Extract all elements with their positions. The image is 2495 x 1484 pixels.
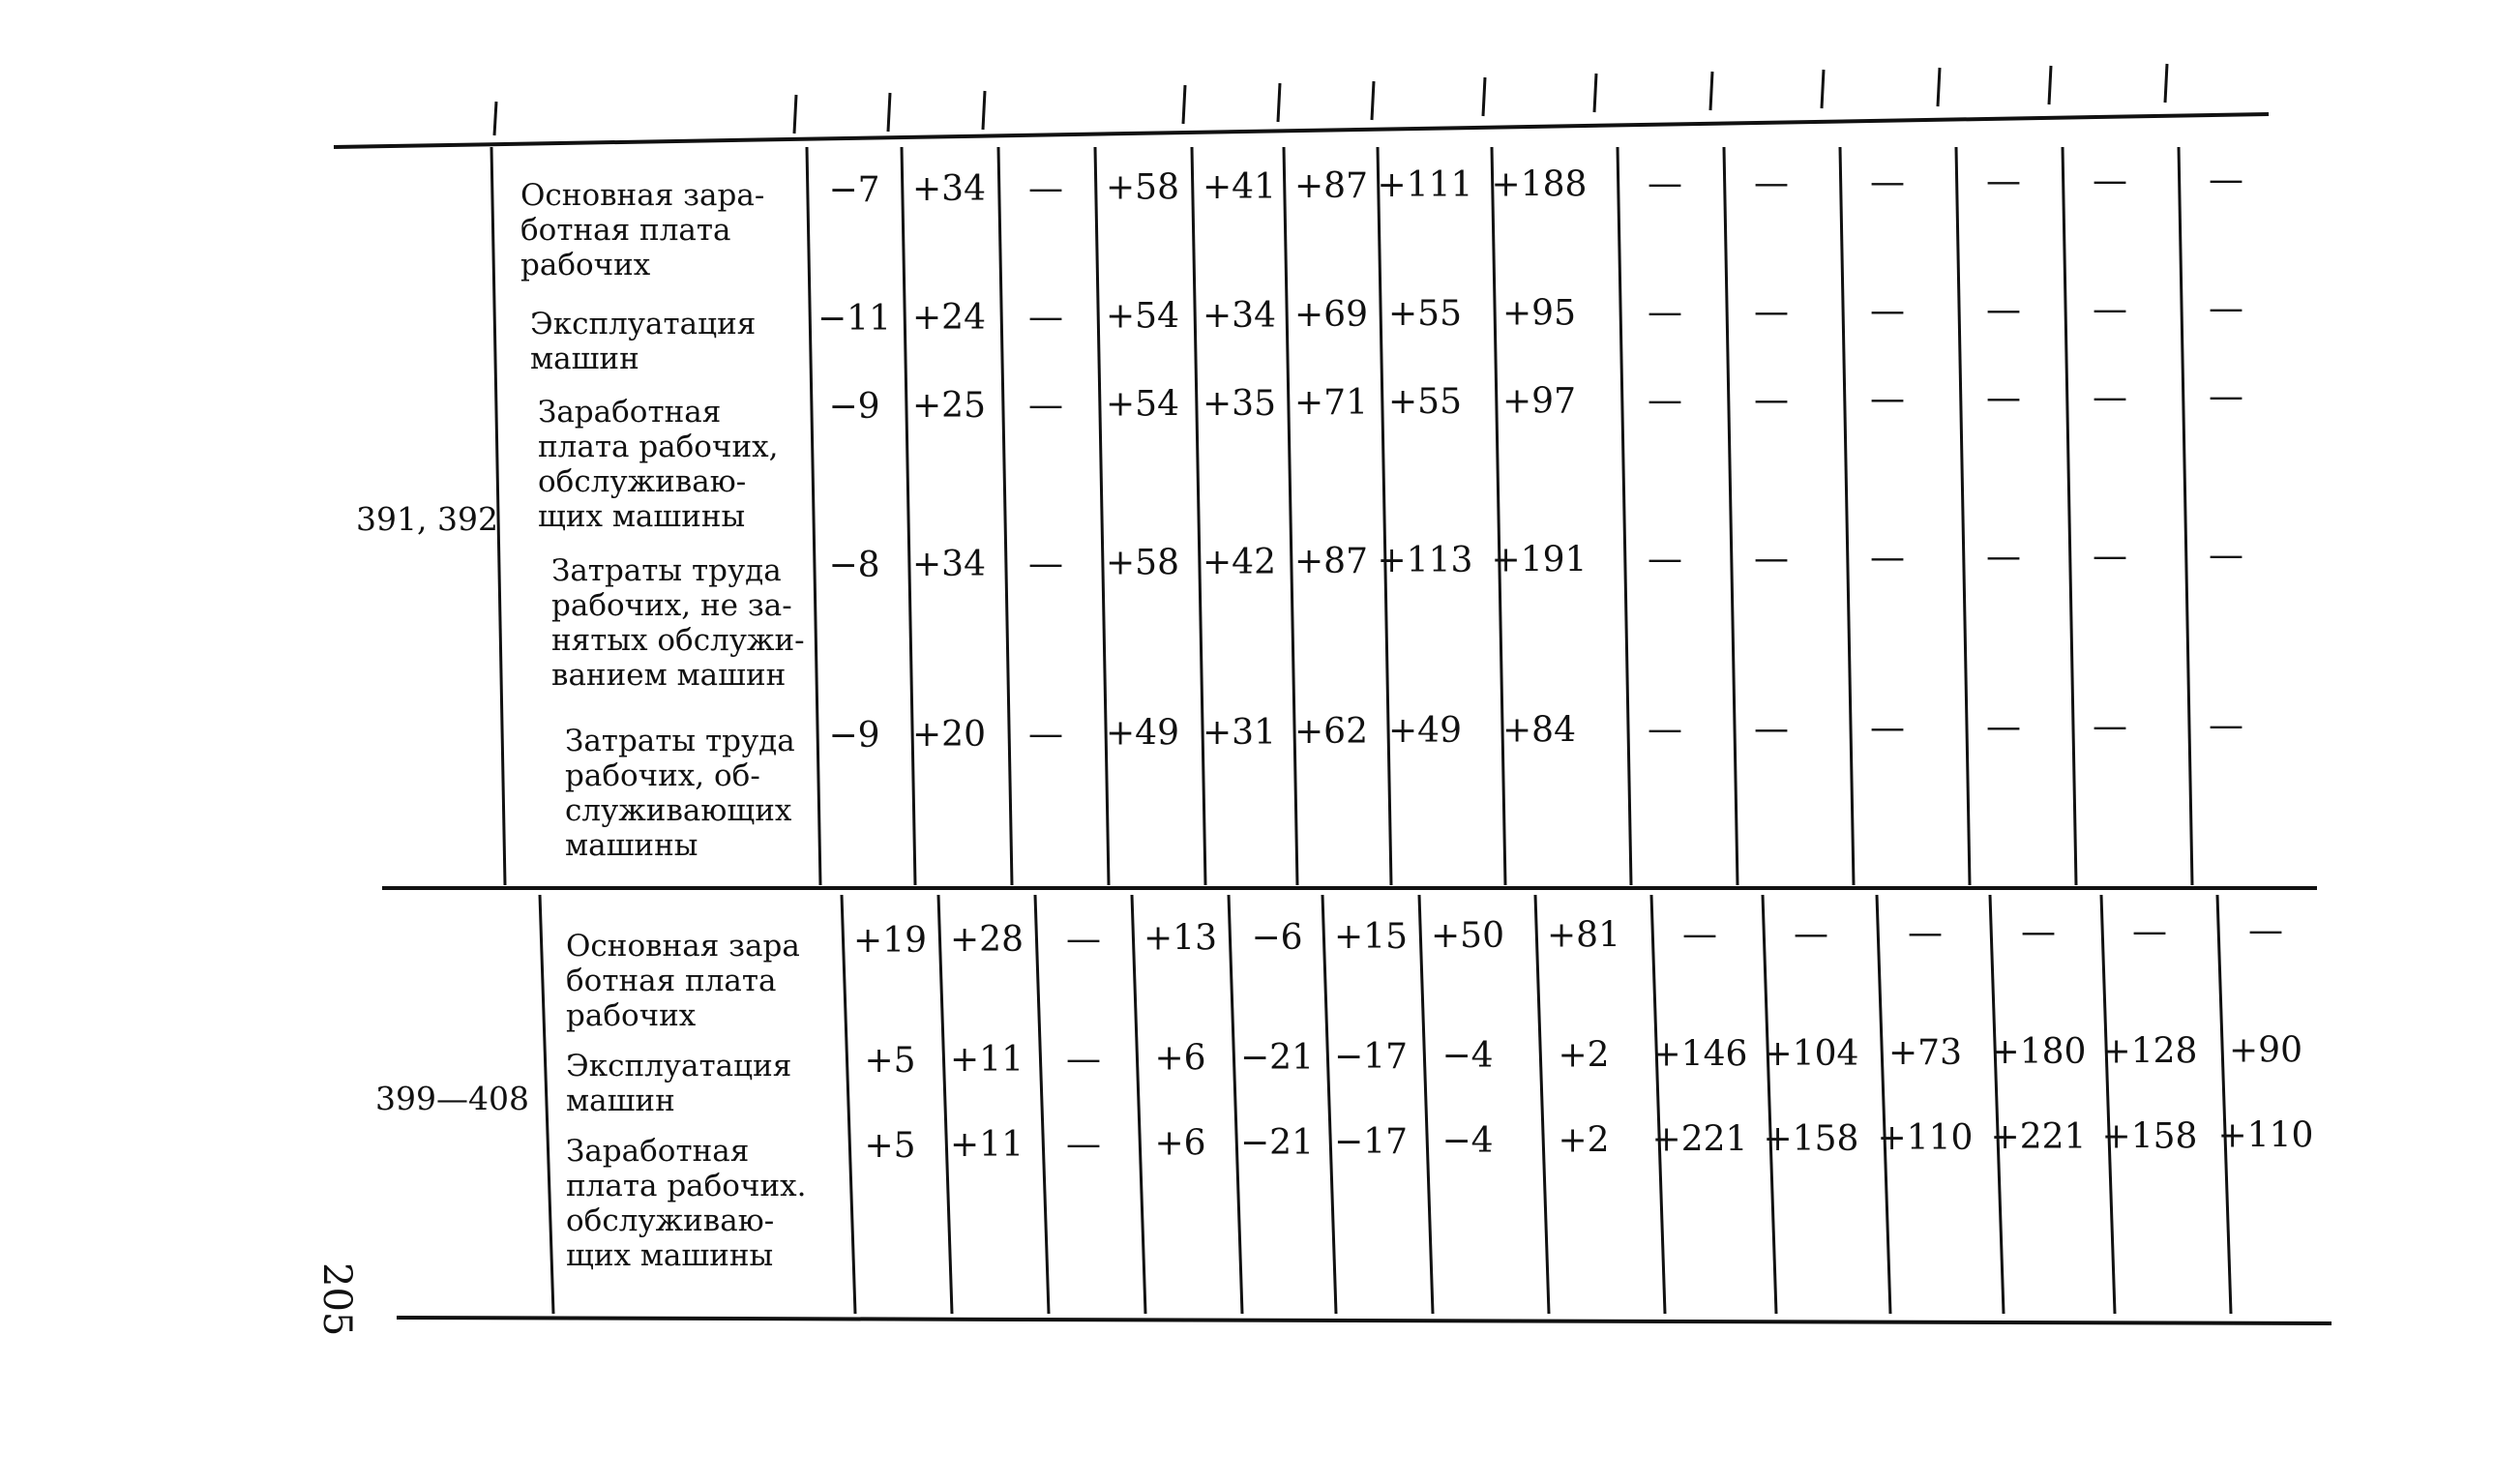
table-cell: +34 xyxy=(1203,295,1276,336)
column-rule xyxy=(1763,895,1776,1314)
table-cell: +110 xyxy=(2217,1115,2314,1156)
table-cell: +113 xyxy=(1377,541,1473,581)
column-rule xyxy=(1618,147,1631,885)
table-cell: — xyxy=(1648,380,1682,421)
column-rule xyxy=(1035,895,1049,1314)
header-ticks xyxy=(494,64,2167,135)
column-rule xyxy=(1651,895,1665,1314)
table-cell: +31 xyxy=(1203,712,1276,753)
row-label-line: Основная зара xyxy=(566,929,800,964)
column-rule xyxy=(1229,895,1242,1314)
table-cell: −17 xyxy=(1334,1122,1408,1162)
table-cell: +111 xyxy=(1377,165,1473,206)
table-cell: — xyxy=(1986,707,2021,748)
row-label-line: рабочих, не за- xyxy=(551,588,792,623)
table-cell: −21 xyxy=(1240,1122,1314,1163)
column-rule xyxy=(1192,147,1205,885)
column-rule xyxy=(1378,147,1391,885)
row-label-line: нятых обслужи- xyxy=(551,623,805,658)
column-rule xyxy=(1095,147,1109,885)
table-cell: +24 xyxy=(912,298,986,339)
table-cell: — xyxy=(1066,919,1101,960)
row-label-line: Заработная xyxy=(566,1134,750,1169)
table-cell: — xyxy=(1028,297,1063,338)
table-cell: +58 xyxy=(1106,167,1179,208)
row-label-line: Затраты труда xyxy=(565,724,795,758)
table-cell: — xyxy=(2209,288,2243,329)
table-cell: −11 xyxy=(817,299,891,339)
row-label-line: Эксплуатация xyxy=(530,307,757,341)
table-cell: −9 xyxy=(828,387,880,427)
table-cell: — xyxy=(1986,537,2021,578)
row-label-line: щих машины xyxy=(538,499,746,534)
column-rule xyxy=(2101,895,2115,1314)
row-label-line: служивающих xyxy=(565,793,792,828)
table-cell: −17 xyxy=(1334,1037,1408,1077)
row-label-line: машины xyxy=(565,828,698,863)
table-cell: — xyxy=(1028,168,1063,209)
table-cell: — xyxy=(1908,913,1943,953)
table-cell: +221 xyxy=(1990,1117,2087,1158)
table-cell: — xyxy=(1870,163,1905,202)
table-cell: +69 xyxy=(1294,295,1368,335)
table-cell: +11 xyxy=(950,1125,1024,1166)
table-cell: +62 xyxy=(1294,712,1368,752)
table-cell: +42 xyxy=(1203,542,1276,582)
table-cell: +13 xyxy=(1144,918,1217,959)
table-cell: +128 xyxy=(2101,1031,2198,1072)
table-cell: +49 xyxy=(1106,713,1179,754)
row-label-line: Затраты труда xyxy=(551,553,782,588)
table-cell: −8 xyxy=(828,546,880,585)
table-cell: — xyxy=(2093,536,2127,577)
table-cell: +50 xyxy=(1431,916,1504,957)
column-rule xyxy=(2063,147,2076,885)
table-cell: +6 xyxy=(1154,1038,1206,1079)
table-cell: — xyxy=(2093,706,2127,747)
table-cell: +158 xyxy=(1763,1118,1859,1159)
table-cell: — xyxy=(1754,538,1789,579)
table-cell: — xyxy=(2209,376,2243,417)
table-cell: +28 xyxy=(950,920,1024,961)
table-cell: — xyxy=(2248,910,2283,951)
row-label-line: рабочих, об- xyxy=(565,758,760,793)
table-cell: +19 xyxy=(853,921,927,961)
table-cell: +58 xyxy=(1106,543,1179,583)
table-cell: — xyxy=(2021,912,2056,953)
row-label-line: машин xyxy=(566,1083,675,1118)
column-rule xyxy=(1492,147,1505,885)
table-cell: +34 xyxy=(912,545,986,585)
table-cell: — xyxy=(2132,911,2167,952)
table-cell: — xyxy=(1754,708,1789,749)
row-label-line: Основная зара- xyxy=(520,178,765,213)
table-cell: +97 xyxy=(1502,381,1576,422)
table-cell: +146 xyxy=(1651,1034,1748,1075)
column-rule xyxy=(1840,147,1854,885)
top-header-rule xyxy=(334,114,2269,147)
row-label-line: Эксплуатация xyxy=(566,1049,792,1083)
table-cell: +221 xyxy=(1651,1119,1748,1160)
row-label-line: обслуживаю- xyxy=(566,1203,775,1238)
table-cell: −4 xyxy=(1441,1036,1494,1077)
column-rule xyxy=(1956,147,1970,885)
table-cell: +49 xyxy=(1388,711,1462,752)
table-cell: — xyxy=(1870,538,1905,578)
table-cell: — xyxy=(1028,544,1063,584)
table-cell: +25 xyxy=(912,386,986,427)
table-cell: +95 xyxy=(1502,293,1576,334)
table-cell: +41 xyxy=(1203,166,1276,207)
table-cell: +81 xyxy=(1547,915,1620,956)
table-cell: — xyxy=(2093,377,2127,418)
table-cell: +5 xyxy=(864,1126,916,1166)
column-rule xyxy=(1284,147,1297,885)
table-cells xyxy=(817,161,2313,1166)
table-cell: +54 xyxy=(1106,384,1179,425)
table-cell: +2 xyxy=(1558,1035,1610,1076)
row-label-line: плата рабочих, xyxy=(538,430,779,464)
row-label-line: машин xyxy=(530,341,639,376)
table-cell: — xyxy=(1066,1124,1101,1165)
row-label-line: щих машины xyxy=(566,1238,774,1273)
table-cell: +191 xyxy=(1491,540,1588,580)
table-cell: — xyxy=(1648,539,1682,579)
table-cell: +180 xyxy=(1990,1032,2087,1073)
table-cell: — xyxy=(1870,379,1905,419)
section-code: 399—408 xyxy=(375,1080,529,1117)
table-cell: — xyxy=(1986,162,2021,202)
table-cell: +84 xyxy=(1502,710,1576,751)
table-cell: — xyxy=(1870,291,1905,331)
table-cell: +87 xyxy=(1294,542,1368,581)
table-cell: — xyxy=(1754,163,1789,203)
table-cell: +104 xyxy=(1763,1033,1859,1074)
table-cell: — xyxy=(2093,161,2127,201)
table-cell: — xyxy=(1754,291,1789,332)
table-cell: +158 xyxy=(2101,1116,2198,1157)
table-cell: — xyxy=(2093,289,2127,330)
table-cell: — xyxy=(1028,714,1063,755)
table-cell: — xyxy=(1986,290,2021,331)
table-cell: +73 xyxy=(1888,1033,1962,1073)
column-rule xyxy=(807,147,820,885)
row-label-line: рабочих xyxy=(566,998,697,1033)
row-label-line: ботная плата xyxy=(566,964,777,998)
row-labels xyxy=(520,178,806,1273)
column-rule xyxy=(1535,895,1549,1314)
table-cell: +2 xyxy=(1558,1120,1610,1161)
table-cell: −21 xyxy=(1240,1037,1314,1078)
table-cell: +110 xyxy=(1877,1118,1974,1158)
column-rule xyxy=(1322,895,1336,1314)
table-cell: −4 xyxy=(1441,1121,1494,1162)
column-rule xyxy=(1990,895,2004,1314)
table-cell: +5 xyxy=(864,1041,916,1081)
table-cell: −7 xyxy=(828,170,880,210)
table-cell: +90 xyxy=(2229,1030,2302,1071)
table-cell: — xyxy=(1648,163,1682,204)
column-rule xyxy=(1877,895,1890,1314)
column-rule xyxy=(1419,895,1433,1314)
column-rule xyxy=(998,147,1012,885)
bottom-rule xyxy=(397,1318,2332,1323)
column-rule xyxy=(2179,147,2192,885)
table-cell: +71 xyxy=(1294,383,1368,423)
table-cell: — xyxy=(1754,379,1789,420)
table-cell: — xyxy=(1870,708,1905,748)
table-cell: — xyxy=(1648,709,1682,750)
table-cell: +11 xyxy=(950,1040,1024,1081)
table-cell: — xyxy=(1028,385,1063,426)
table-cell: — xyxy=(2209,705,2243,746)
table-cell: +55 xyxy=(1388,382,1462,423)
column-rule xyxy=(540,895,553,1314)
table-cell: −6 xyxy=(1251,917,1303,958)
table-cell: +188 xyxy=(1491,164,1588,205)
column-rule xyxy=(2217,895,2231,1314)
section-code: 391, 392 xyxy=(356,500,498,538)
row-label-line: плата рабочих. xyxy=(566,1169,807,1203)
row-label-line: обслуживаю- xyxy=(538,464,747,499)
table-cell: +55 xyxy=(1388,294,1462,335)
table-cell: — xyxy=(1648,292,1682,333)
table-cell: +20 xyxy=(912,715,986,756)
table-cell: — xyxy=(2209,160,2243,200)
row-label-line: рабочих xyxy=(520,248,651,282)
table-cell: — xyxy=(1682,914,1717,955)
row-label-line: Заработная xyxy=(538,395,722,430)
table-cell: +15 xyxy=(1334,917,1408,957)
table-cell: −9 xyxy=(828,716,880,756)
table-cell: — xyxy=(2209,535,2243,576)
table-cell: — xyxy=(1794,913,1828,954)
row-label-line: ванием машин xyxy=(551,658,787,693)
table-cell: +6 xyxy=(1154,1123,1206,1164)
table-cell: — xyxy=(1066,1039,1101,1080)
table-cell: +54 xyxy=(1106,296,1179,337)
table-cell: +87 xyxy=(1294,166,1368,206)
column-rule xyxy=(1724,147,1738,885)
column-rule xyxy=(902,147,915,885)
row-label-line: ботная плата xyxy=(520,213,731,248)
table-cell: — xyxy=(1986,378,2021,419)
page-number: 205 xyxy=(314,1262,359,1337)
table-cell: +35 xyxy=(1203,383,1276,424)
table-cell: +34 xyxy=(912,169,986,210)
